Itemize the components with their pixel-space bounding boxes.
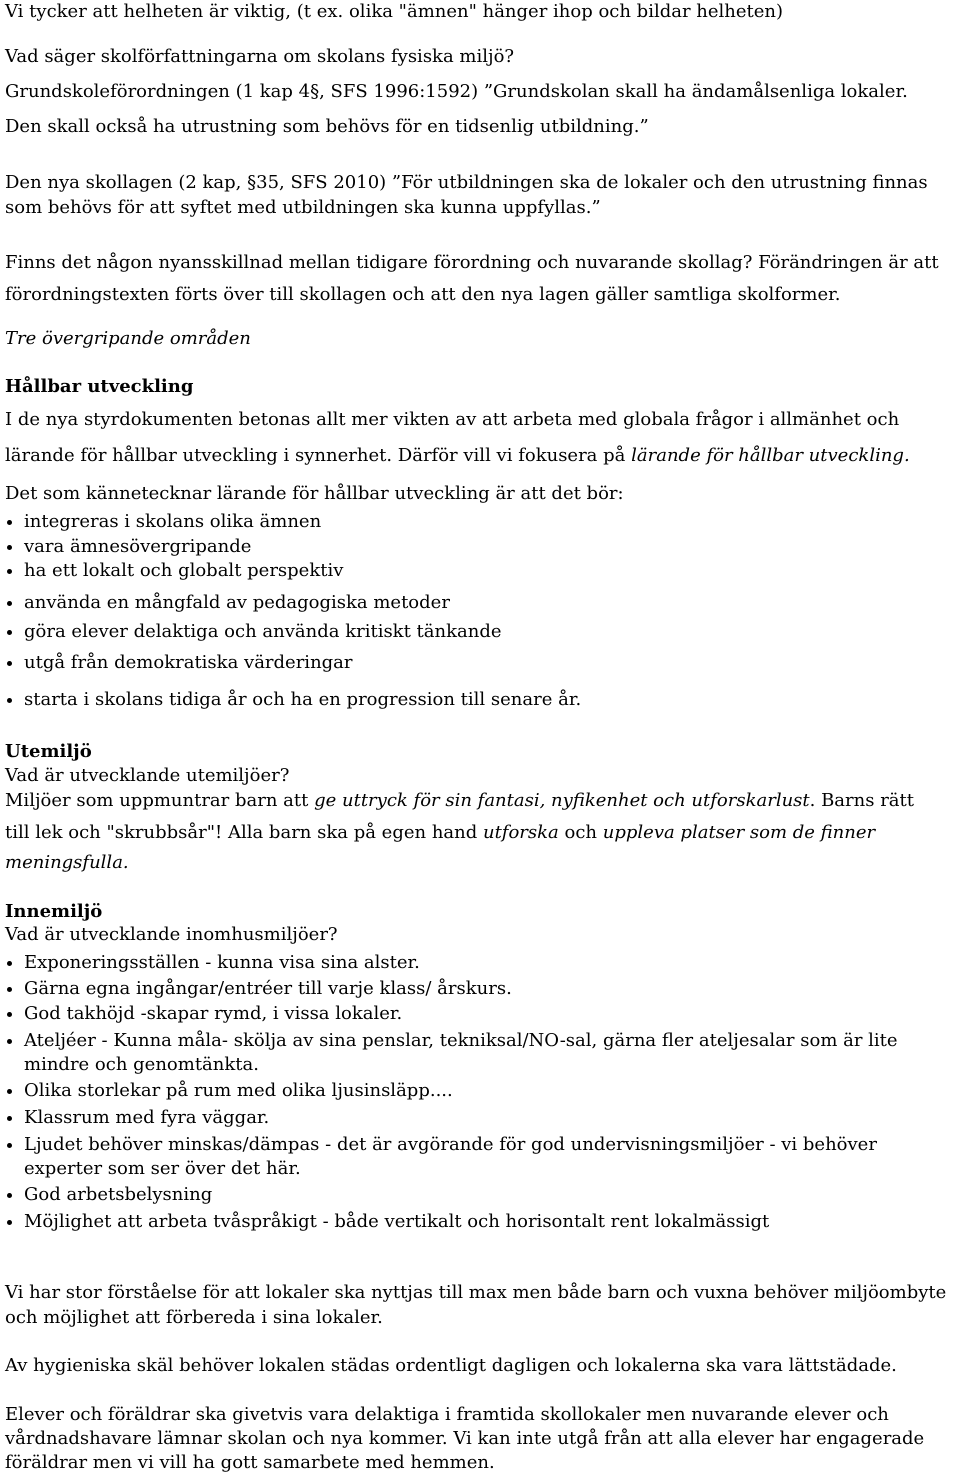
- list-item: Ateljéer - Kunna måla- skölja av sina penslar, tekniksal/NO-sal, gärna fler ateljesalar som är lite: [24, 1030, 898, 1051]
- outdoor-text-plain: Miljöer som uppmuntrar barn att: [5, 790, 315, 811]
- closing-text: Elever och föräldrar ska givetvis vara delaktiga i framtida skollokaler men nuvarande elever och: [5, 1404, 889, 1425]
- closing-text: och möjlighet att förbereda i sina lokaler.: [5, 1307, 383, 1328]
- bullet-icon: [5, 510, 17, 534]
- list-item: ha ett lokalt och globalt perspektiv: [24, 560, 344, 581]
- sustainable-lead: Det som kännetecknar lärande för hållbar utveckling är att det bör:: [5, 483, 624, 504]
- sustainable-text: I de nya styrdokumenten betonas allt mer vikten av att arbeta med globala frågor i allmänhet och: [5, 409, 900, 430]
- outdoor-text: meningsfulla.: [5, 852, 129, 873]
- intro-line: Vi tycker att helheten är viktig, (t ex. olika "ämnen" hänger ihop och bildar helheten): [5, 1, 784, 22]
- sustainable-text-plain: lärande för hållbar utveckling i synnerhet. Därför vill vi fokusera på: [5, 445, 632, 466]
- bullet-icon: [5, 951, 17, 975]
- intro-line: Den nya skollagen (2 kap, §35, SFS 2010) ”För utbildningen ska de lokaler och den utrustning finnas: [5, 172, 928, 193]
- list-item: göra elever delaktiga och använda kritiskt tänkande: [24, 621, 502, 642]
- bullet-icon: [5, 688, 17, 712]
- intro-question: Vad säger skolförfattningarna om skolans fysiska miljö?: [5, 46, 515, 67]
- list-item: Klassrum med fyra väggar.: [24, 1107, 270, 1128]
- list-item: Ljudet behöver minskas/dämpas - det är avgörande för god undervisningsmiljöer - vi behöver: [24, 1134, 877, 1155]
- list-item: Möjlighet att arbeta tvåspråkigt - både vertikalt och horisontalt rent lokalmässigt: [24, 1211, 770, 1232]
- section-heading-indoor: Innemiljö: [5, 901, 103, 922]
- list-item: God arbetsbelysning: [24, 1184, 213, 1205]
- bullet-icon: [5, 1079, 17, 1103]
- outdoor-text: [5, 789, 914, 813]
- list-item: integreras i skolans olika ämnen: [24, 511, 322, 532]
- bullet-icon: [5, 1029, 17, 1053]
- closing-text: Vi har stor förståelse för att lokaler ska nyttjas till max men både barn och vuxna behöver miljöombyte: [5, 1282, 947, 1303]
- outdoor-text-emphasis: utforska: [482, 822, 559, 843]
- outdoor-text-emphasis: uppleva platser som de finner: [602, 822, 876, 843]
- bullet-icon: [5, 1133, 17, 1157]
- list-item: Olika storlekar på rum med olika ljusinsläpp....: [24, 1080, 453, 1101]
- list-item: God takhöjd -skapar rymd, i vissa lokaler.: [24, 1003, 403, 1024]
- list-item: starta i skolans tidiga år och ha en progression till senare år.: [24, 689, 582, 710]
- section-heading-sustainable: Hållbar utveckling: [5, 376, 194, 397]
- areas-heading: Tre övergripande områden: [5, 328, 251, 349]
- closing-text: föräldrar men vi vill ha gott samarbete med hemmen.: [5, 1452, 495, 1473]
- intro-line: förordningstexten förts över till skollagen och att den nya lagen gäller samtliga skolformer.: [5, 284, 841, 305]
- bullet-icon: [5, 1106, 17, 1130]
- outdoor-text-plain: till lek och "skrubbsår"! Alla barn ska på egen hand: [5, 822, 483, 843]
- section-heading-outdoor: Utemiljö: [5, 741, 92, 762]
- outdoor-question: Vad är utvecklande utemiljöer?: [5, 765, 290, 786]
- bullet-icon: [5, 620, 17, 644]
- list-item: utgå från demokratiska värderingar: [24, 652, 353, 673]
- sustainable-text-emphasis: lärande för hållbar utveckling.: [631, 445, 910, 466]
- outdoor-text-plain: . Barns rätt: [809, 790, 915, 811]
- outdoor-text: [5, 821, 875, 845]
- intro-line: Den skall också ha utrustning som behövs för en tidsenlig utbildning.”: [5, 116, 649, 137]
- bullet-icon: [5, 1183, 17, 1207]
- sustainable-text: [5, 444, 910, 468]
- intro-line: Grundskoleförordningen (1 kap 4§, SFS 1996:1592) ”Grundskolan skall ha ändamålsenliga lokaler.: [5, 81, 908, 102]
- outdoor-text-emphasis: ge uttryck för sin fantasi, nyfikenhet och utforskarlust: [314, 790, 810, 811]
- list-item: använda en mångfald av pedagogiska metoder: [24, 592, 450, 613]
- bullet-icon: [5, 591, 17, 615]
- bullet-icon: [5, 1210, 17, 1234]
- intro-line: Finns det någon nyansskillnad mellan tidigare förordning och nuvarande skollag? Förändringen är att: [5, 252, 939, 273]
- indoor-question: Vad är utvecklande inomhusmiljöer?: [5, 924, 338, 945]
- closing-text: vårdnadshavare lämnar skolan och nya kommer. Vi kan inte utgå från att alla elever har engagerade: [5, 1428, 925, 1449]
- list-item: Gärna egna ingångar/entréer till varje klass/ årskurs.: [24, 978, 512, 999]
- bullet-icon: [5, 977, 17, 1001]
- list-item-continuation: mindre och genomtänkta.: [24, 1054, 259, 1075]
- intro-line: som behövs för att syftet med utbildningen ska kunna uppfyllas.”: [5, 197, 601, 218]
- bullet-icon: [5, 559, 17, 583]
- list-item-continuation: experter som ser över det här.: [24, 1158, 301, 1179]
- bullet-icon: [5, 1002, 17, 1026]
- list-item: vara ämnesövergripande: [24, 536, 252, 557]
- list-item: Exponeringsställen - kunna visa sina alster.: [24, 952, 420, 973]
- bullet-icon: [5, 535, 17, 559]
- outdoor-text-plain: och: [558, 822, 603, 843]
- bullet-icon: [5, 651, 17, 675]
- closing-text: Av hygieniska skäl behöver lokalen städas ordentligt dagligen och lokalerna ska vara lättstädade.: [5, 1355, 897, 1376]
